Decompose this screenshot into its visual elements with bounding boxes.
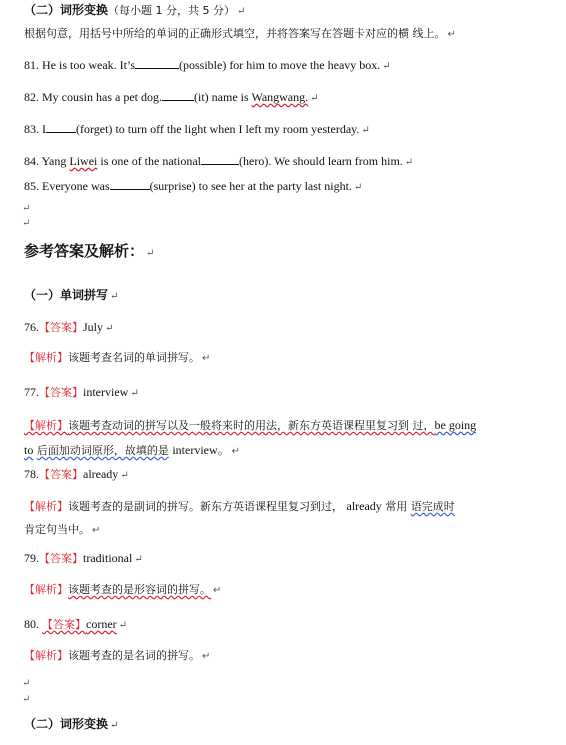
question-number: 84. [24,154,39,168]
question-83 [24,121,370,139]
answer-value: interview [83,385,129,399]
question-85 [24,178,362,196]
analysis-text: 该题考查的是形容词的拼写。 [68,583,211,596]
question-text: name is [211,90,249,104]
return-mark-icon: ↵ [118,620,128,631]
question-text: We should learn from him. [274,154,403,168]
return-mark-icon: ↵ [404,157,414,168]
return-mark-icon: ↵ [110,720,119,731]
section-two-title: （二）词形变换 [24,717,109,731]
section-one-title: （一）单词拼写 [24,288,109,302]
score-note: （每小题 1 分，共 5 分） [108,4,235,17]
answers-title: 参考答案及解析： [24,242,145,260]
answer-value: corner [86,617,117,631]
analysis-tag: 【解析】 [24,649,68,662]
analysis-text: 常用 [385,500,408,513]
answer-blank[interactable] [46,121,76,133]
word-hint: (surprise) [149,179,196,193]
return-mark-icon: ↵ [382,61,391,72]
answer-tag: 【答案】 [39,386,83,399]
analysis-77-line2 [24,442,240,460]
analysis-80 [24,648,210,665]
answer-79 [24,550,143,568]
question-number: 85. [24,179,39,193]
question-text: I [42,122,46,136]
analysis-text: 该题考查的是名词的拼写。 [68,649,200,662]
question-text: My cousin has a pet dog. [42,90,162,104]
return-mark-icon: ↵ [120,470,129,481]
analysis-text: interview。 [172,443,230,457]
question-text: for him to move the heavy box. [229,58,381,72]
return-mark-icon: ↵ [146,248,155,259]
analysis-text: 该题考查的是副词的拼写。新东方英语课程里复习到过， [68,500,343,513]
answer-76 [24,319,113,337]
instruction-text: 根据句意，用括号中所给的单词的正确形式填空，并将答案写在答题卡对应的横 线上。 [24,27,446,40]
word-hint: (hero). [239,154,272,168]
analysis-78-line1 [24,498,455,515]
analysis-text: be going [434,418,477,432]
question-84 [24,153,413,171]
question-number: 82. [24,90,39,104]
question-82 [24,89,319,107]
section-heading [24,2,245,20]
analysis-77-line1 [24,417,476,434]
answer-blank[interactable] [135,57,179,69]
answer-value: traditional [83,551,133,565]
return-mark-icon: ↵ [134,554,143,565]
answer-number: 80. [24,617,39,631]
return-mark-icon: ↵ [130,388,139,399]
answer-77 [24,384,139,402]
return-mark-icon: ↵ [353,182,363,193]
analysis-text: 该题考查名词的单词拼写。 [68,351,200,364]
answer-blank[interactable] [201,153,239,165]
answer-tag: 【答案】 [39,552,83,565]
answer-tag: 【答案】 [39,321,83,334]
question-text: Yang [41,154,67,168]
analysis-text: 后面加动词原形，故填的是 [36,444,169,457]
word-hint: (it) [193,90,209,104]
proper-name: Wangwang. [251,90,309,104]
return-mark-icon: ↵ [237,6,246,17]
question-text: to see her at the party last night. [198,179,352,193]
section-title: （二）词形变换 [24,3,109,17]
return-mark-icon: ↵ [22,218,31,229]
return-mark-icon: ↵ [105,323,114,334]
return-mark-icon: ↵ [447,29,456,40]
answer-value: already [83,467,119,481]
proper-name: Liwei [69,154,98,168]
analysis-tag: 【解析】 [24,419,68,432]
answer-tag: 【答案】 [39,468,83,481]
answer-value: July [83,320,104,334]
analysis-78-line2 [24,522,100,539]
analysis-tag: 【解析】 [24,583,68,596]
answers-heading [24,243,154,262]
question-number: 83. [24,122,39,136]
return-mark-icon: ↵ [92,525,101,536]
analysis-76 [24,350,210,367]
answer-number: 79. [24,551,39,565]
return-mark-icon: ↵ [202,651,211,662]
analysis-text: already [346,499,382,513]
answer-78 [24,466,129,484]
answer-number: 76. [24,320,39,334]
answer-number: 78. [24,467,39,481]
word-hint: (possible) [178,58,227,72]
analysis-79 [24,582,221,599]
return-mark-icon: ↵ [213,585,222,596]
analysis-text: 该题考查动词的拼写以及一般将来时的用法，新东方英语课程里复习到 过， [68,419,435,432]
section-one-heading [24,287,118,305]
answer-number: 77. [24,385,39,399]
return-mark-icon: ↵ [22,203,31,214]
return-mark-icon: ↵ [361,125,370,136]
return-mark-icon: ↵ [231,446,241,457]
question-text: to turn off the light when I left my room yesterday. [115,122,360,136]
question-81 [24,57,391,75]
return-mark-icon: ↵ [110,291,119,302]
analysis-text: to [24,443,34,457]
word-hint: (forget) [76,122,113,136]
return-mark-icon: ↵ [310,93,319,104]
answer-blank[interactable] [162,89,194,101]
analysis-tag: 【解析】 [24,500,68,513]
return-mark-icon: ↵ [22,678,31,689]
answer-tag: 【答案】 [42,618,86,631]
answer-80 [24,616,127,634]
analysis-text: 肯定句当中。 [24,523,90,536]
question-text: Everyone was [42,179,110,193]
return-mark-icon: ↵ [22,694,31,705]
analysis-text: 语完成时 [410,500,455,513]
analysis-tag: 【解析】 [24,351,68,364]
return-mark-icon: ↵ [202,353,211,364]
instruction [24,26,456,43]
section-two-heading [24,716,118,734]
answer-blank[interactable] [110,178,150,190]
question-text: is one of the national [100,154,201,168]
question-text: He is too weak. It’s [42,58,135,72]
question-number: 81. [24,58,39,72]
